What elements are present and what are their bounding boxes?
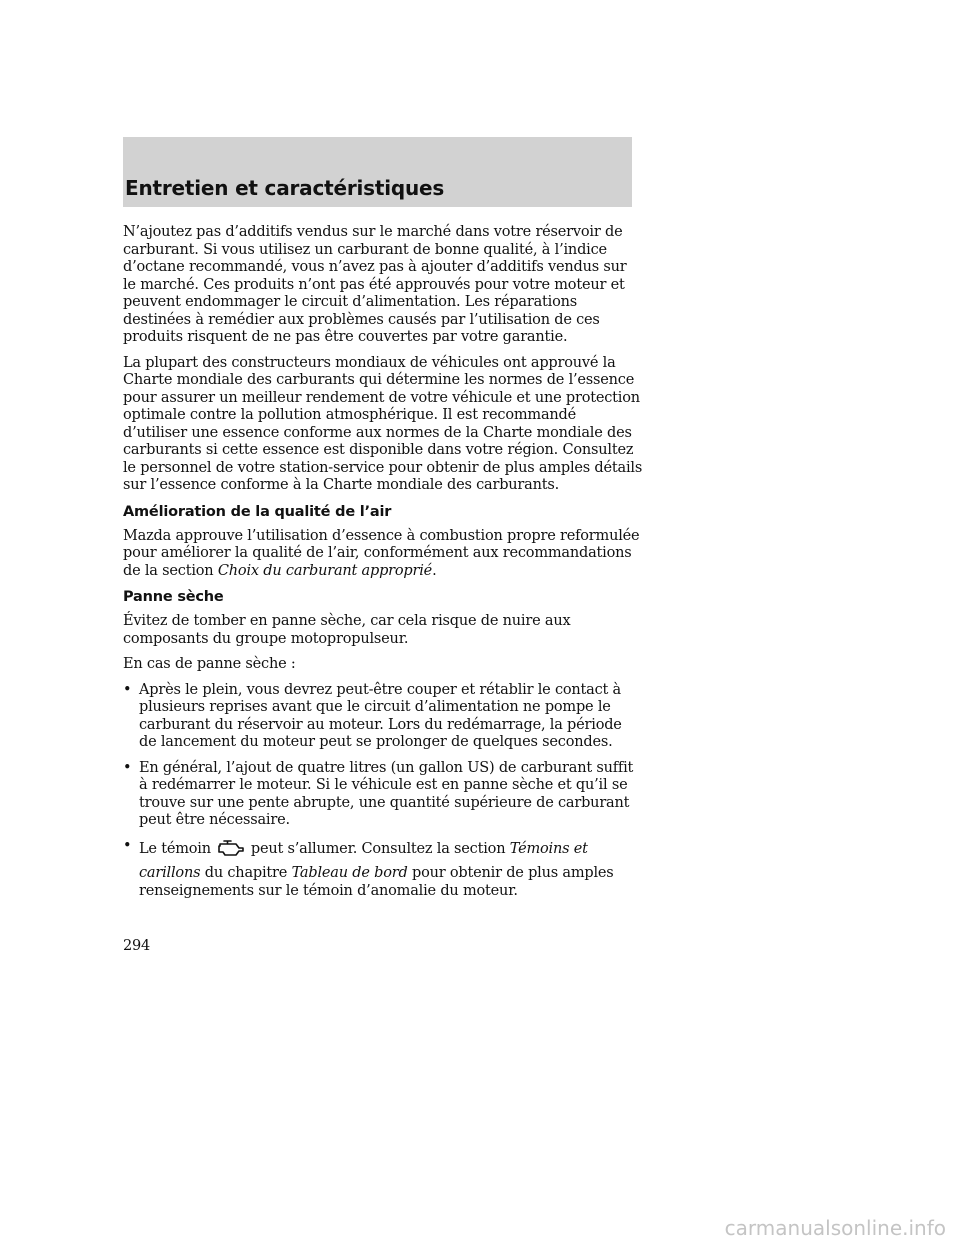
- bullet-text: En général, l’ajout de quatre litres (un gallon US) de carburant suffit à redémarrer le moteur. Si le véhicule est en panne sèche et qu’il se trouve sur une pente abrupte, une quantité supérieure de carburant peut être nécessaire.: [139, 759, 634, 828]
- bullet-mark: •: [123, 759, 132, 776]
- bullet-mark: •: [123, 837, 132, 854]
- page-number: 294: [123, 938, 151, 954]
- paragraph-charte-mondiale: La plupart des constructeurs mondiaux de véhicules ont approuvé la Charte mondiale des carburants qui détermine les normes de l’essence pour assurer un meilleur rendement de votre véhicule et une protection optimale contre la pollution atmosphérique. Il est recommandé d’utiliser une essence conforme aux normes de la Charte mondiale des carburants si cette essence est disponible dans votre région. Consultez le personnel de votre station-service pour obtenir de plus amples détails sur l’essence conforme à la Charte mondiale des carburants.: [123, 354, 643, 493]
- paragraph-air-quality: [123, 528, 643, 581]
- paragraph-additifs: N’ajoutez pas d’additifs vendus sur le marché dans votre réservoir de carburant. Si vous utilisez un carburant de bonne qualité, à l’indice d’octane recommandé, vous n’avez pas à ajouter d’additifs vendus sur le marché. Ces produits n’ont pas été approuvés pour votre moteur et peuvent endommager le circuit d’alimentation. Les réparations destinées à remédier aux problèmes causés par l’utilisation de ces produits risquent de ne pas être couvertes par votre garantie.: [123, 224, 627, 345]
- fuel-choice-reference: Choix du carburant approprié: [217, 562, 433, 579]
- panne-bullet-list: [123, 682, 643, 901]
- bullet-text-end: pour obtenir de plus amples renseignements sur le témoin d’anomalie du moteur.: [139, 865, 614, 899]
- watermark: carmanualsonline.info: [724, 1216, 946, 1240]
- section-title: Entretien et caractéristiques: [125, 176, 445, 200]
- check-engine-icon: [216, 838, 246, 866]
- heading-air-quality: Amélioration de la qualité de l’air: [123, 503, 392, 520]
- tableau-de-bord-reference: Tableau de bord: [291, 865, 408, 881]
- air-quality-text: Mazda approuve l’utilisation d’essence à combustion propre reformulée pour améliorer la qualité de l’air, conformément aux recommandations de la section: [123, 527, 640, 579]
- heading-panne-seche: Panne sèche: [123, 589, 224, 605]
- bullet-text-after: peut s’allumer. Consultez la section: [250, 840, 506, 857]
- paragraph-panne-cas: En cas de panne sèche :: [123, 656, 296, 672]
- list-item: [123, 682, 643, 752]
- bullet-text-mid: du chapitre: [204, 865, 288, 881]
- page-content: [123, 224, 643, 908]
- bullet-mark: •: [123, 681, 132, 698]
- temoins-carillons-reference: Témoins et carillons: [139, 840, 588, 881]
- air-quality-end: .: [432, 562, 437, 579]
- list-item: [123, 838, 643, 901]
- bullet-text-before: Le témoin: [139, 840, 211, 857]
- paragraph-panne-intro: Évitez de tomber en panne sèche, car cela risque de nuire aux composants du groupe motopropulseur.: [123, 613, 571, 647]
- bullet-text: Après le plein, vous devrez peut-être couper et rétablir le contact à plusieurs reprises avant que le circuit d’alimentation ne pompe le carburant du réservoir au moteur. Lors du redémarrage, la période de lancement du moteur peut se prolonger de quelques secondes.: [139, 681, 622, 750]
- list-item: [123, 760, 643, 830]
